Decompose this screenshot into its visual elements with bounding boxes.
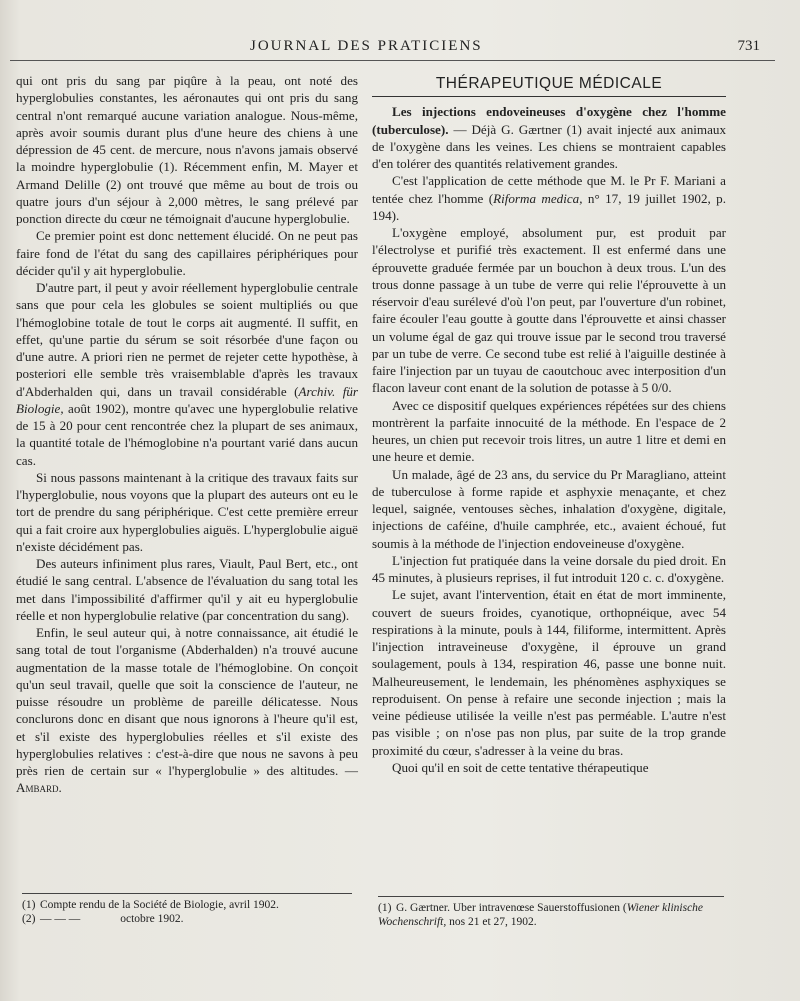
left-column: [16, 72, 358, 797]
right-paragraph-1-text: — Déjà G. Gærtner (1) avait injecté aux animaux de l'oxygène dans les veines. Les chiens se montraient capables d'en tolérer des quantités relativement grandes.: [372, 121, 726, 171]
right-column: [372, 72, 726, 776]
article-title: Les injections endoveineuses d'oxygène chez l'homme (tuberculose).: [372, 104, 726, 137]
section-rule: [372, 96, 726, 97]
page-number: 731: [737, 38, 760, 54]
footnote-2-marker: (2): [22, 913, 36, 925]
left-paragraph-2: Ce premier point est donc nettement élucidé. On ne peut pas faire fond de l'état du sang des capillaires périphériques pour décider qu'il y ait hyperglobulie.: [16, 228, 358, 278]
left-footnote-2: [22, 912, 352, 926]
right-footnote-1-marker: (1): [378, 902, 392, 914]
page-header: [0, 38, 800, 62]
right-paragraph-5: Un malade, âgé de 23 ans, du service du Pr Maragliano, atteint de tuberculose à forme rapide et asphyxie menaçante, et chez lequel, saignée, ventouses sèches, inhalation d'oxygène, digitale, injections de caféine, d'huile camphrée, etc., avaient échoué, fut soumis à la méthode de l'injection endoveineuse d'oxygène.: [372, 466, 726, 551]
left-paragraph-3-text-b: août 1902), montre qu'avec une hyperglobulie relative de 15 à 20 pour cent rencontrée chez la plupart de ses animaux, la quantité totale de l'hémoglobine n'a pourtant varié dans aucun cas.: [16, 400, 358, 468]
running-title: JOURNAL DES PRATICIENS: [250, 38, 483, 54]
right-paragraph-2-text-b: n° 17, 19 juillet 1902, p. 194).: [372, 190, 727, 223]
footnote-2-date: octobre 1902.: [120, 913, 184, 925]
right-paragraph-2-text-a: C'est l'application de cette méthode que M. le Pr F. Mariani a tentée chez l'homme (: [372, 173, 726, 206]
left-paragraph-6-text: Enfin, le seul auteur qui, à notre connaissance, ait étudié le sang total de tout l'organisme (Abderhalden) n'a trouvé aucune augmentation de la masse totale de l'hémoglobine. On conçoit qu'un seul travail, quelle que soit la conscience de l'auteur, ne puisse résoudre un problème de pareille délicatesse. Nous conclurons donc en disant que nous ignorons à l'heure qu'il est, et s'il existe des hyperglobulies réelles et s'il existe des hyperglobulies relatives : c'est-à-dire que nous ne savons à peu près rien de certain sur « l'hyperglobulie » des altitudes. —: [16, 625, 358, 778]
footnote-2-ditto: — — —: [40, 913, 81, 925]
right-footnote-1: [378, 901, 724, 929]
footnote-1-text: Compte rendu de la Société de Biologie, avril 1902.: [40, 899, 279, 911]
journal-citation-riforma: Riforma medica,: [493, 190, 583, 206]
right-footnote-rule: [378, 896, 724, 897]
section-heading: THÉRAPEUTIQUE MÉDICALE: [435, 75, 663, 92]
right-footnotes: [378, 901, 724, 929]
right-paragraph-7: Le sujet, avant l'intervention, était en état de mort imminente, couvert de sueurs froides, cyanotique, orthopnéique, avec 54 respirations à la minute, pouls à 144, filiforme, intermittent. Après l'injection intraveineuse d'oxygène, il éprouve un grand soulagement, pouls à 134, respiration 46, passe une bonne nuit. Malheureusement, le lendemain, les phénomènes asphyxiques se reproduisent. On pense à refaire une seconde injection ; mais la veine pédieuse utilisée la veille n'est pas perméable. L'autre n'est pas visible ; on n'ose pas non plus, par suite de la trop grande proximité du cœur, s'adresser à la veine du bras.: [372, 587, 726, 758]
author-signature: Ambard.: [16, 780, 62, 796]
left-paragraph-5: Des auteurs infiniment plus rares, Viault, Paul Bert, etc., ont étudié le sang central. L'absence de l'évaluation du sang total les met dans l'impossibilité d'affirmer qu'il y ait eu hyperglobulie réelle et non hyperglobulie relative (par concentration du sang).: [16, 556, 358, 623]
left-paragraph-3-text-a: D'autre part, il peut y avoir réellement hyperglobulie centrale sans que pour cela les globules se soient multipliés ou que l'hémoglobine totale de tout le corps ait augmenté. Il suffit, en effet, qu'une partie du sérum se soit résorbée d'une façon ou d'une autre. A priori rien ne permet de rejeter cette hypothèse, à posteriori elle semble très vraisemblable d'après les travaux d'Abderhalden qui, dans un travail considérable (: [16, 280, 358, 399]
right-footnote-1-text-a: G. Gærtner. Uber intravenœse Sauerstoffusionen (: [396, 902, 627, 914]
left-paragraph-1: qui ont pris du sang par piqûre à la peau, ont noté des hyperglobulies constantes, les aéronautes qui ont pris du sang central n'ont remarqué aucune variation analogue. Nous-même, après avoir soumis durant plus d'une heure des chiens à une dépression de 45 cent. de mercure, nous n'avons jamais observé la moindre hyperglobulie (1). Récemment enfin, M. Mayer et Armand Delille (2) ont trouvé que même au bout de trois ou quatre jours d'un séjour à 2,000 mètres, le sang prélevé par ponction directe du cœur ne témoignait d'aucune hyperglobulie.: [16, 73, 358, 226]
header-rule: [10, 60, 775, 61]
left-footnote-1: [22, 898, 352, 912]
left-footnote-rule: [22, 893, 352, 894]
right-paragraph-3: L'oxygène employé, absolument pur, est produit par l'électrolyse et purifié très exactement. Il est enfermé dans une éprouvette graduée fermée par un bouchon à deux trous. L'un des trous donne passage à un tube de verre qui relie l'éprouvette à un réservoir d'eau surélevé d'où l'on peut, par l'ouverture d'un robinet, faire écouler l'eau goutte à goutte dans l'éprouvette et ainsi chasser un volume égal de gaz qui trouve issue par le second trou traversé par un tube de verre. Ce second tube est relié à l'aiguille destinée à faire l'injection par un tuyau de caoutchouc avec interposition d'un flacon laveur cont enant de la solution de potasse à 5 0/0.: [372, 225, 726, 396]
journal-citation-archiv: Archiv. für Biologie,: [16, 383, 358, 416]
right-paragraph-2: [372, 172, 726, 224]
right-paragraph-6: L'injection fut pratiquée dans la veine dorsale du pied droit. En 45 minutes, à plusieurs reprises, il fut introduit 120 c. c. d'oxygène.: [372, 552, 726, 585]
left-paragraph-4: Si nous passons maintenant à la critique des travaux faits sur l'hyperglobulie, nous voyons que la plupart des auteurs ont eu le tort de prendre du sang périphérique. C'est cette première erreur qui a fait croire aux hyperglobulies aiguës. L'hyperglobulie aiguë n'existe décidément pas.: [16, 469, 358, 554]
left-footnotes: [22, 898, 352, 926]
left-paragraph-3: [16, 279, 358, 469]
right-footnote-1-text-b: nos 21 et 27, 1902.: [446, 916, 537, 928]
journal-citation-wiener: Wiener klinische Wochenschrift,: [378, 902, 704, 928]
right-paragraph-1: [372, 103, 726, 172]
right-paragraph-4: Avec ce dispositif quelques expériences répétées sur des chiens montrèrent la parfaite innocuité de la méthode. En l'espace de 2 heures, un chien put recevoir trois litres, un autre 1 litre et demi en une heure et demie.: [372, 397, 726, 465]
footnote-1-marker: (1): [22, 899, 36, 911]
left-paragraph-6: [16, 624, 358, 797]
right-paragraph-8: Quoi qu'il en soit de cette tentative thérapeutique: [392, 759, 649, 775]
